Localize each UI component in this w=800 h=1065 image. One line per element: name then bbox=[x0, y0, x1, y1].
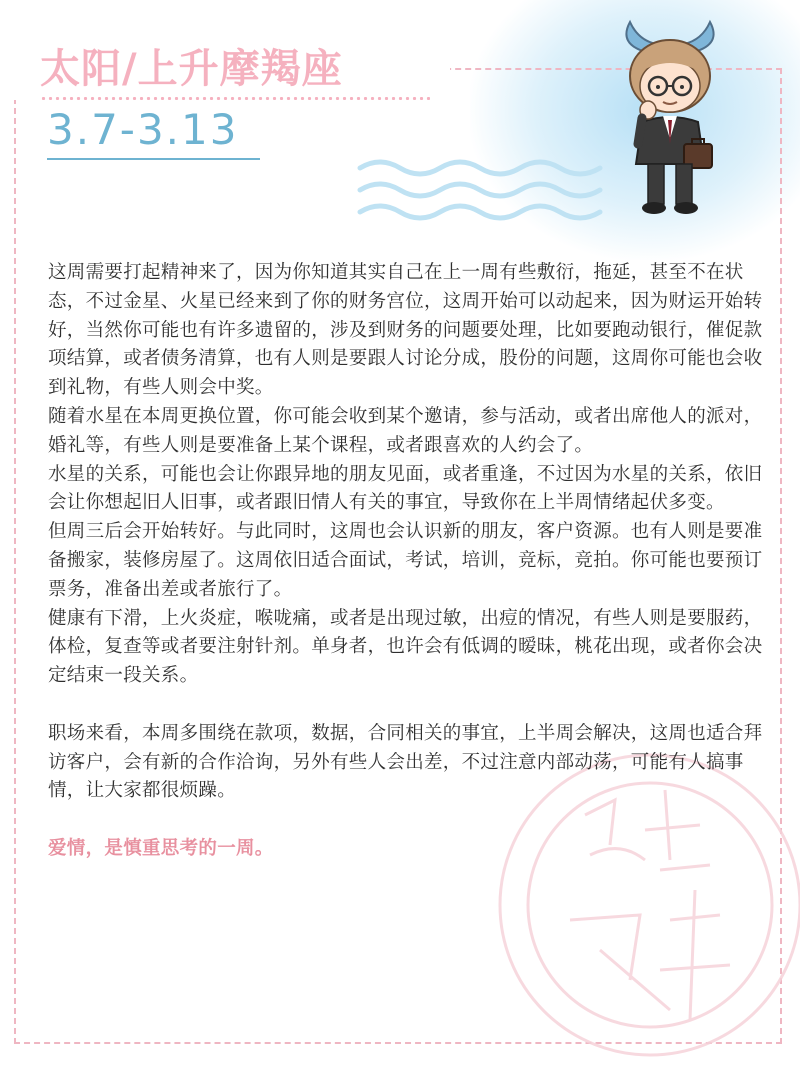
love-line: 爱情，是慎重思考的一周。 bbox=[48, 837, 274, 859]
title-dotted-underline bbox=[40, 97, 430, 100]
paragraph-health: 健康有下滑，上火炎症，喉咙痛，或者是出现过敏，出痘的情况，有些人则是要服药，体检，复查等或者要注射针剂。单身者，也许会有低调的暧昧，桃花出现，或者你会决定结束一段关系。 bbox=[48, 607, 763, 687]
paragraph-midweek: 但周三后会开始转好。与此同时，这周也会认识新的朋友，客户资源。也有人则是要准备搬家，装修房屋了。这周依旧适合面试，考试，培训，竞标，竞拍。你可能也要预订票务，准备出差或者旅行了。 bbox=[48, 521, 763, 600]
date-range: 3.7-3.13 bbox=[47, 105, 239, 154]
paragraph-career: 职场来看，本周多围绕在款项，数据，合同相关的事宜，上半周会解决，这周也适合拜访客户，会有新的合作洽询，另外有些人会出差，不过注意内部动荡，可能有人搞事情，让大家都很烦躁。 bbox=[48, 722, 763, 802]
paragraph-mercury: 水星的关系，可能也会让你跟异地的朋友见面，或者重逢，不过因为水星的关系，依旧会让你想起旧人旧事，或者跟旧情人有关的事宜，导致你在上半周情绪起伏多变。 bbox=[48, 463, 763, 514]
page-title: 太阳/上升摩羯座 bbox=[40, 46, 343, 92]
paragraph-gap bbox=[48, 691, 763, 720]
date-underline bbox=[47, 158, 260, 160]
paragraph-gap bbox=[48, 806, 763, 835]
wave-lines-icon bbox=[355, 150, 620, 230]
capricorn-mascot-icon bbox=[608, 14, 733, 219]
paragraph-finance: 这周需要打起精神来了，因为你知道其实自己在上一周有些敷衍，拖延，甚至不在状态，不过金星、火星已经来到了你的财务宫位，这周开始可以动起来，因为财运开始转好，当然你可能也有许多遗留的，涉及到财务的问题要处理，比如要跑动银行，催促款项结算，或者债务清算，也有人则是要跟人讨论分成，股份的问题，这周你可能也会收到礼物，有些人则会中奖。 bbox=[48, 262, 763, 399]
horoscope-body bbox=[48, 259, 763, 864]
paragraph-invitation: 随着水星在本周更换位置，你可能会收到某个邀请，参与活动，或者出席他人的派对，婚礼等，有些人则是要准备上某个课程，或者跟喜欢的人约会了。 bbox=[48, 405, 763, 456]
